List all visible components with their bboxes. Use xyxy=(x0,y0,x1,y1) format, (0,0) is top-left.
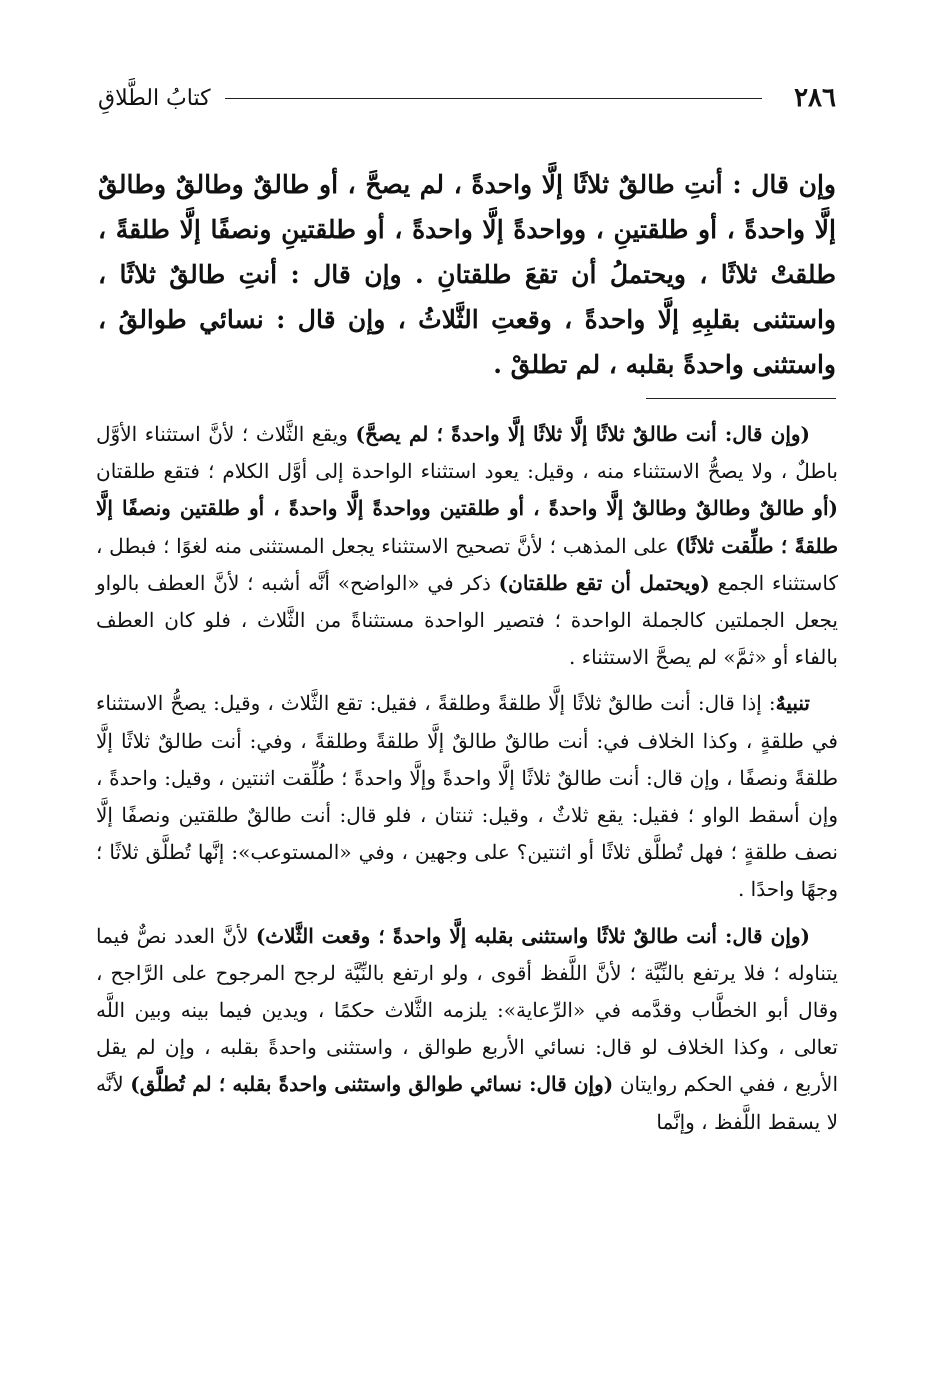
running-head xyxy=(98,78,836,118)
commentary xyxy=(96,416,838,1150)
quoted-matn: (ويحتمل أن تقع طلقتان) xyxy=(498,570,710,595)
page-number: ٢٨٦ xyxy=(794,83,836,113)
chapter-title: كتابُ الطَّلاقِ xyxy=(98,85,211,111)
quoted-matn: (أو طالقٌ وطالقٌ وطالقٌ إلَّا واحدةً ، أو طلقتين وواحدةً إلَّا واحدةً ، أو طلقتين ونصفًا إلَّا طلقةً ؛ طلِّقت ثلاثًا) xyxy=(96,496,838,558)
matn-text: وإن قال : أنتِ طالقٌ ثلاثًا إلَّا واحدةً ، لم يصحَّ ، أو طالقٌ وطالقٌ وطالقٌ إلَّا واحدةً ، أو طلقتينِ ، وواحدةً إلَّا واحدةً ، أو طلقتينِ ونصفًا إلَّا طلقةً ، طلقتْ ثلاثًا ، ويحتملُ أن تقعَ طلقتانِ . وإن قال : أنتِ طالقٌ ثلاثًا ، واستثنى بقلبِهِ إلَّا واحدةً ، وقعتِ الثَّلاثُ ، وإن قال : نسائي طوالقُ ، واستثنى واحدةً بقلبه ، لم تطلقْ . xyxy=(98,170,836,379)
quoted-matn: (وإن قال: أنت طالقٌ ثلاثًا واستثنى بقلبه إلَّا واحدةً ؛ وقعت الثَّلاث) xyxy=(255,923,810,948)
note-heading: تنبيهٌ xyxy=(775,691,810,716)
footnote-divider xyxy=(646,398,836,399)
commentary-text: على المذهب ؛ لأنَّ تصحيح الاستثناء يجعل المستثنى منه لغوًا ؛ فبطل ، كاستثناء الجمع xyxy=(96,533,838,595)
commentary-text: : إذا قال: أنت طالقٌ ثلاثًا إلَّا طلقةً وطلقةً ، فقيل: تقع الثَّلاث ، وقيل: يصحُّ الاستثناء في طلقةٍ ، وكذا الخلاف في: أنت طالقٌ طالقٌ إلَّا طلقةً وطلقةً ، وفي: أنت طالقٌ ثلاثًا إلَّا طلقةً ونصفًا ، وإن قال: أنت طالقٌ ثلاثًا إلَّا واحدةً وإلَّا واحدةً ؛ طُلِّقت اثنتين ، وقيل: واحدةً ، وإن أسقط الواو ؛ فقيل: يقع ثلاثٌ ، وقيل: ثنتان ، فلو قال: أنت طالقٌ طلقتين ونصفًا إلَّا نصف طلقةٍ ؛ فهل تُطلَّق ثلاثًا أو اثنتين؟ على وجهين ، وفي «المستوعب»: إنَّها تُطلَّق ثلاثًا ؛ وجهًا واحدًا . xyxy=(96,691,838,902)
commentary-paragraph xyxy=(96,918,838,1141)
commentary-paragraph xyxy=(96,685,838,908)
commentary-text: ويقع الثَّلاث ؛ لأنَّ استثناء الأوَّل باطلٌ ، ولا يصحُّ الاستثناء منه ، وقيل: يعود استثناء الواحدة إلى أوَّل الكلام ؛ فتقع طلقتان xyxy=(96,422,838,484)
commentary-text: لأنَّ العدد نصٌّ فيما يتناوله ؛ فلا يرتفع بالنِّيَّة ؛ لأنَّ اللَّفظ أقوى ، ولو ارتفع بالنِّيَّة لرجح المرجوح على الرَّاجح ، وقال أبو الخطَّاب وقدَّمه في «الرِّعاية»: يلزمه الثَّلاث حكمًا ، ويدين فيما بينه وبين اللَّه تعالى ، وكذا الخلاف لو قال: نسائي الأربع طوالق ، واستثنى واحدةً بقلبه ، وإن لم يقل الأربع ، ففي الحكم روايتان xyxy=(96,923,839,1097)
commentary-text: ذكر في «الواضح» أنَّه أشبه ؛ لأنَّ العطف بالواو يجعل الجملتين كالجملة الواحدة ؛ فتصير الواحدة مستثناةً من الثَّلاث ، فلو كان العطف بالفاء أو «ثمَّ» لم يصحَّ الاستثناء . xyxy=(96,570,838,670)
commentary-text: لأنَّه لا يسقط اللَّفظ ، وإنَّما xyxy=(96,1072,838,1134)
quoted-matn: (وإن قال: نسائي طوالق واستثنى واحدةً بقلبه ؛ لم تُطلَّق) xyxy=(130,1072,614,1097)
commentary-paragraph xyxy=(96,416,838,676)
quoted-matn: (وإن قال: أنت طالقٌ ثلاثًا إلَّا ثلاثًا إلَّا واحدةً ؛ لم يصحَّ) xyxy=(355,422,811,446)
header-rule xyxy=(225,98,763,99)
